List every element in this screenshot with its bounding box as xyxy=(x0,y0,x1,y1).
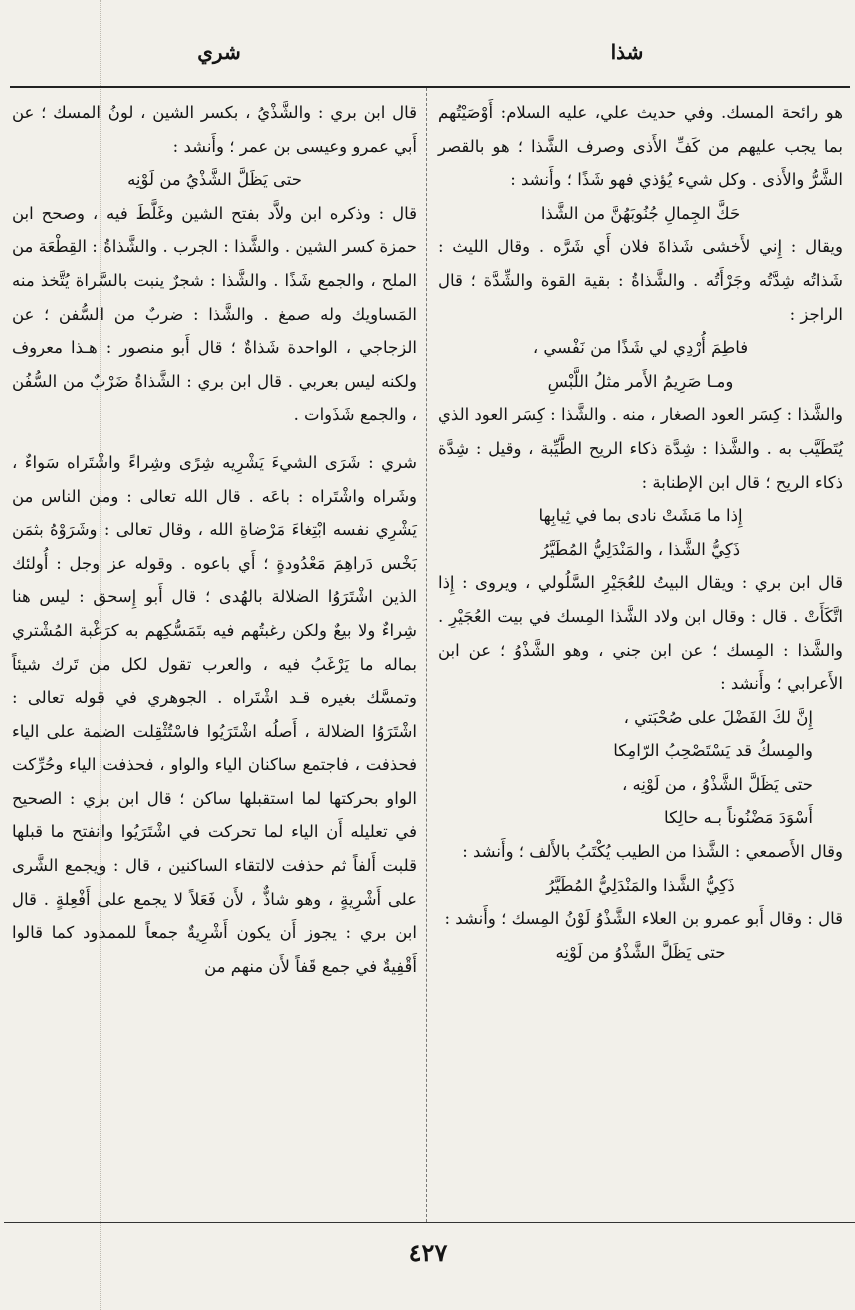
verse-line: حَكَّ الجِمالِ جُنُوبَهُنَّ من الشَّذا xyxy=(540,203,741,223)
verse-line: ومـا صَرِيمُ الأَمر مثلُ اللَّبْسِ xyxy=(547,371,734,391)
paragraph: وقال الأَصمعي : الشَّذا من الطيب يُكْتَبُ بالأَلف ؛ وأَنشد : xyxy=(462,842,843,862)
paragraph: ويقال : إِني لأَخشى شَذاةَ فلان أَي شَرَّه . وقال الليث : شَذاتُه شِدَّتُه وجَرْأَتُه . والشَّذاةُ : بقية القوة والشِّدَّة ؛ قال الراجز : xyxy=(438,237,843,324)
footer-rule xyxy=(4,1222,855,1223)
left-headword: شري xyxy=(197,40,241,64)
paragraph: قال ابن بري : والشَّذْيُ ، بكسر الشين ، لونُ المسك ؛ عن أَبي عمرو وعيسى بن عمر ؛ وأَنشد : xyxy=(12,103,417,156)
verse-line: والمِسكُ قد يَسْتَصْحِبُ الرّامِكا xyxy=(613,741,813,761)
verse-line: ذَكِيُّ الشَّذا والمَنْدَلِيُّ المُطَيَّرُ xyxy=(546,875,735,895)
left-column xyxy=(12,96,417,983)
verse-line: إِذا ما مَشَتْ نادى بما في ثِيابِها xyxy=(538,506,743,526)
verse-line: فاطِمَ أُرْدِي لي شَذًا من نَفْسي ، xyxy=(532,338,749,358)
header-rule xyxy=(10,86,850,88)
page-number: ٤٢٧ xyxy=(408,1238,448,1267)
entry-paragraph: شري : شَرَى الشيءَ يَشْرِيه شِرًى وشِراءً واشْتَراه سَواءٌ ، وشَراه واشْتَراه : باعَه . قال الله تعالى : ومن الناس من يَشْرِي نفسه ابْتِغاءَ مَرْضاةِ الله ، وقال تعالى : وشَرَوْهُ بثمَن بَخْس دَراهِمَ مَعْدُودةٍ ؛ أَي باعوه . وقوله عز وجل : أُولئك الذين اشْتَرَوُا الضلالة بالهُدى ؛ قال أَبو إِسحق : ليس هنا شِراءٌ ولا بيعٌ ولكن رغبتُهم فيه بتَمَسُّكِهم به كرَغْبة المُشْتري بماله ما يَرْغَبُ فيه ، والعرب تقول لكل من تَرك شيئاً وتمسَّك بغيره قـد اشْتَراه . الجوهري في قوله تعالى : اشْتَرَوُا الضلالة ، أَصلُه اشْتَرَيُوا فاسْتُثْقِلت الضمة على الياء فحذفت ، فاجتمع ساكنان الياء والواو ، فحذفت الياء وحُرِّكت الواو بحركتها لما استقبلها ساكن ؛ قال ابن بري : الصحيح في تعليله أَن الياء لما تحركت في اشْتَرَيُوا وانفتح ما قبلها قلبت أَلفاً ثم حذفت لالتقاء الساكنين ، قال : ويجمع الشَّرى على أَشْرِيةٍ ، وهو شاذٌّ ، لأَن فَعَلاً لا يجمع على أَفْعِلةٍ . قال ابن بري : يجوز أَن يكون أَشْرِيةٌ جمعاً للممدود كما قالوا أَقْفِيةٌ في جمع قَفاً لأَن منهم من xyxy=(12,452,417,976)
column-divider xyxy=(426,88,428,1222)
paragraph: قال : وقال أَبو عمرو بن العلاء الشَّذْوُ لَوْنُ المِسك ؛ وأَنشد : xyxy=(444,909,843,929)
page-header xyxy=(0,0,855,92)
right-headword: شذا xyxy=(610,40,644,64)
verse-line: ذَكِيُّ الشَّذا ، والمَنْدَلِيُّ المُطَيَّرُ xyxy=(540,539,741,559)
paragraph: والشَّذا : كِسَر العود الصغار ، منه . والشَّذا : كِسَر العود الذي يُتَطَيَّب به . والشَّذا : شِدَّة ذكاء الريح الطَّيِّبة ، وقيل : شِدَّة ذكاء الريح ؛ قال ابن الإطنابة : xyxy=(438,405,843,492)
paragraph: قال : وذكره ابن ولاَّد بفتح الشين وغَلَّطَ فيه ، وصحح ابن حمزة كسر الشين . والشَّذا : الجرب . والشَّذاةُ : القِطْعَة من الملح ، والجمع شَذًا . والشَّذا : شجرٌ ينبت بالسَّراة يُتَّخذ منه المَساويك وله صمغ . والشَّذا : ضربٌ من السُّفن ؛ عن الزجاجي ، الواحدة شَذاةٌ ؛ قال أَبو منصور : هـذا معروف ولكنه ليس بعربي . قال ابن بري : الشَّذاةُ ضَرْبٌ من السُّفُن ، والجمع شَذَوات . xyxy=(12,203,417,425)
paragraph: قال ابن بري : ويقال البيتُ للعُجَيْرِ السَّلُولي ، ويروى : إِذا اتَّكَأَتْ . قال : وقال ابن ولاد الشَّذا المِسك في بيت العُجَيْرِ . والشَّذا : المِسك ؛ عن ابن جني ، وهو الشَّذْوُ ؛ عن ابن الأَعرابي ؛ وأَنشد : xyxy=(438,573,843,694)
verse-line: حتى يَظَلَّ الشَّذْوُ من لَوْنِه xyxy=(555,942,726,962)
verse-line: حتى يَظَلَّ الشَّذْيُ من لَوْنِه xyxy=(127,170,302,190)
verse-line: إِنَّ لكَ الفَضْلَ على صُحْبَتي ، xyxy=(623,707,813,727)
paragraph: هو رائحة المسك. وفي حديث علي، عليه السلام: أَوْصَيْتُهم بما يجب عليهم من كَفِّ الأَذى وصرف الشَّذا ؛ هو بالقصر الشَّرُّ والأَذى . وكل شيء يُؤذي فهو شَذًا ؛ وأَنشد : xyxy=(438,103,843,190)
verse-line: حتى يَظَلَّ الشَّذْوُ ، من لَوْنِه ، xyxy=(621,774,813,794)
verse-line: أَسْوَدَ مَضْنُوناً بـه حالِكا xyxy=(664,808,813,828)
entry-gap xyxy=(12,432,417,446)
right-column xyxy=(438,96,843,969)
